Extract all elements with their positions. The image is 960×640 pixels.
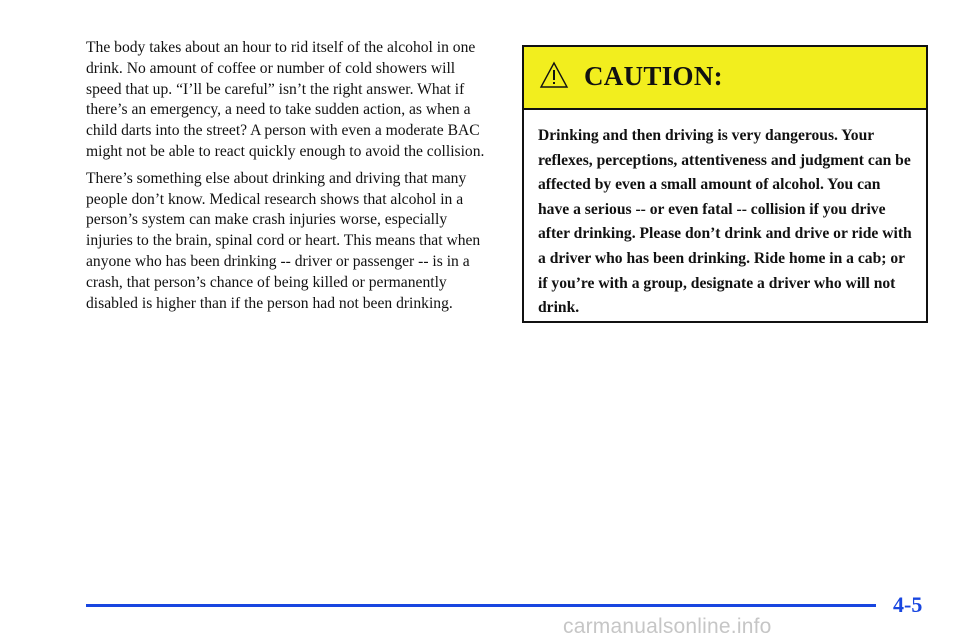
body-text-column <box>86 38 494 320</box>
watermark: carmanualsonline.info <box>563 615 772 638</box>
paragraph-crash-injuries: There’s something else about drinking and driving that many people don’t know. Medical research shows that alcohol in a person’s system can make crash injuries worse, especially injuries to the brain, spinal cord or heart. This means that when anyone who has been drinking -- driver or passenger -- is in a crash, that person’s chance of being killed or permanently disabled is higher than if the person had not been drinking. <box>86 169 481 312</box>
caution-text: Drinking and then driving is very dangerous. Your reflexes, perceptions, attentiveness and judgment can be affected by even a small amount of alcohol. You can have a serious -- or even fatal -- collision if you drive after drinking. Please don’t drink and drive or ride with a driver who has been drinking. Ride home in a cab; or if you’re with a group, designate a driver who will not drink. <box>538 127 912 317</box>
caution-header <box>524 47 926 110</box>
caution-title: CAUTION: <box>584 61 723 91</box>
paragraph-alcohol-elimination: The body takes about an hour to rid itself of the alcohol in one drink. No amount of coffee or number of cold showers will speed that up. “I’ll be careful” isn’t the right answer. What if there’s an emergency, a need to take sudden action, as when a child darts into the street? A person with even a moderate BAC might not be able to react quickly enough to avoid the collision. <box>86 39 485 160</box>
page-number: 4-5 <box>893 592 923 617</box>
footer-rule <box>86 604 876 607</box>
warning-triangle-icon <box>539 61 569 89</box>
caution-box <box>522 45 928 323</box>
